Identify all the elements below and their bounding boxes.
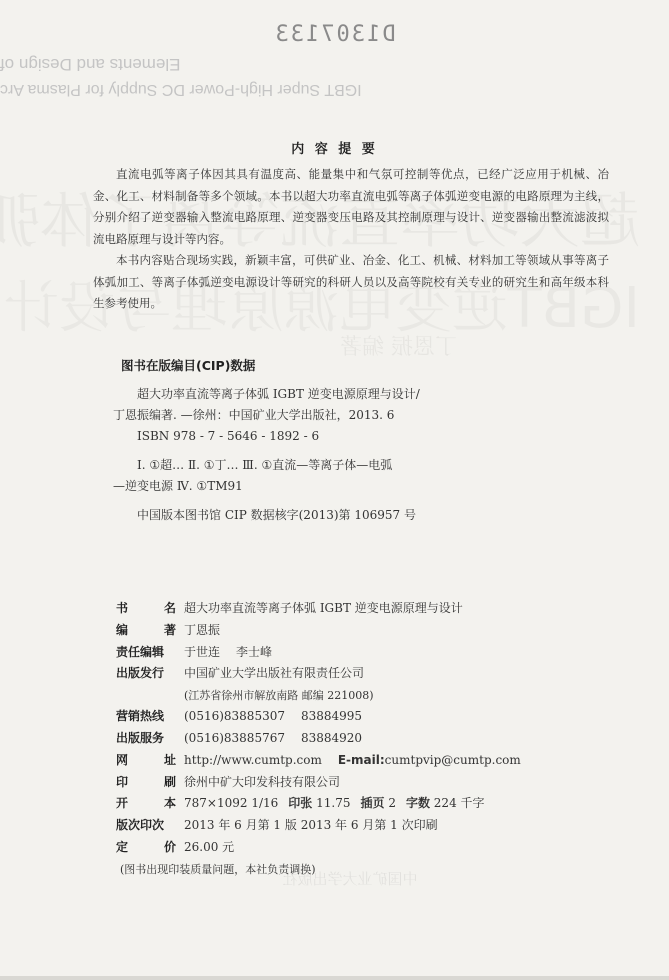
pub-value-author: 丁恩振 xyxy=(184,622,221,637)
show-through-text-en-1: Elements and Design of xyxy=(0,55,181,74)
pub-row-editor xyxy=(116,642,566,664)
pub-row-price xyxy=(116,837,566,859)
pub-row-title xyxy=(116,598,566,620)
pub-label: 书 名 xyxy=(116,601,176,615)
pub-label: 出版服务 xyxy=(116,730,165,745)
pub-quality-note: (图书出现印装质量问题，本社负责调换) xyxy=(120,862,316,876)
pub-label: 定 价 xyxy=(116,839,176,854)
show-through-text-en-2: IGBT Super High-Power DC Supply for Plasma Arc xyxy=(0,81,362,98)
publication-info xyxy=(116,598,566,880)
cip-block xyxy=(113,356,533,526)
pub-label: 营销热线 xyxy=(116,709,165,724)
summary-body xyxy=(93,164,609,315)
pub-row-website xyxy=(116,750,566,772)
scan-edge xyxy=(0,976,669,980)
pub-row-printer xyxy=(116,772,566,794)
pub-label: 出版发行 xyxy=(116,666,165,681)
cip-line-isbn: ISBN 978 - 7 - 5646 - 1892 - 6 xyxy=(137,429,320,443)
cip-line-record: 中国版本图书馆 CIP 数据核字(2013)第 106957 号 xyxy=(137,508,416,522)
pub-value-format: 787×1092 1/16 印张 11.75 插页 2 字数 224 千字 xyxy=(184,796,485,811)
summary-paragraph: 直流电弧等离子体因其具有温度高、能量集中和气氛可控制等优点，已经广泛应用于机械、冶金、化工、材料制备等多个领域。本书以超大功率直流电弧等离子体弧逆变电源的电路原理为主线，分别介绍了逆变器输入整流电路原理、逆变器变压电路及其控制原理与设计、逆变器输出整流滤波拟流电路原理与设计等内容。 xyxy=(93,167,609,246)
email-link[interactable]: cumtpvip@cumtp.com xyxy=(384,752,521,767)
pub-row-author xyxy=(116,620,566,642)
summary-title: 内 容 提 要 xyxy=(291,142,378,157)
website-link[interactable]: http://www.cumtp.com xyxy=(184,752,322,767)
pub-label: 开 本 xyxy=(116,796,176,811)
pub-value-editor: 于世连 李士峰 xyxy=(184,644,273,659)
pub-row-edition xyxy=(116,815,566,837)
pub-label: 编 著 xyxy=(116,622,176,637)
pub-value-publisher: 中国矿业大学出版社有限责任公司 xyxy=(184,666,365,681)
cip-heading: 图书在版编目(CIP)数据 xyxy=(121,358,256,373)
pub-value-service: (0516)83885767 83884920 xyxy=(184,730,363,745)
pub-label: 责任编辑 xyxy=(116,644,165,659)
summary-paragraph: 本书内容贴合现场实践，新颖丰富，可供矿业、冶金、化工、机械、材料加工等领域从事等离子体弧加工、等离子体弧逆变电源设计等研究的科研人员以及高等院校有关专业的研究生和高年级本科生参考使用。 xyxy=(93,253,609,310)
pub-row-service xyxy=(116,728,566,750)
pub-value-printer: 徐州中矿大印发科技有限公司 xyxy=(184,774,341,789)
show-through-author: 丁恩振 编著 xyxy=(340,335,457,360)
cip-line-author: 丁恩振编著. —徐州：中国矿业大学出版社，2013. 6 xyxy=(113,408,395,422)
pub-row-publisher xyxy=(116,663,566,685)
pub-value-website: http://www.cumtp.com E-mail:cumtpvip@cumtp.com xyxy=(184,752,521,767)
pub-row-hotline xyxy=(116,706,566,728)
pub-value-edition: 2013 年 6 月第 1 版 2013 年 6 月第 1 次印刷 xyxy=(184,818,438,833)
cip-line-title: 超大功率直流等离子体弧 IGBT 逆变电源原理与设计/ xyxy=(137,387,420,401)
cip-line-classification-2: —逆变电源 Ⅳ. ①TM91 xyxy=(113,479,243,493)
pub-value-title: 超大功率直流等离子体弧 IGBT 逆变电源原理与设计 xyxy=(184,601,463,615)
pub-value-hotline: (0516)83885307 83884995 xyxy=(184,709,363,724)
library-stamp-number: D1307133 xyxy=(273,22,396,47)
pub-label: 版次印次 xyxy=(116,818,165,833)
pub-value-price: 26.00 元 xyxy=(184,839,235,854)
cip-line-classification: Ⅰ. ①超… Ⅱ. ①丁… Ⅲ. ①直流—等离子体—电弧 xyxy=(137,458,393,472)
pub-address: (江苏省徐州市解放南路 邮编 221008) xyxy=(184,689,374,703)
pub-label: 印 刷 xyxy=(116,774,176,789)
pub-label: 网 址 xyxy=(116,752,176,767)
pub-row-format xyxy=(116,793,566,815)
show-through-publisher: 中国矿业大学出版社 xyxy=(282,870,418,888)
